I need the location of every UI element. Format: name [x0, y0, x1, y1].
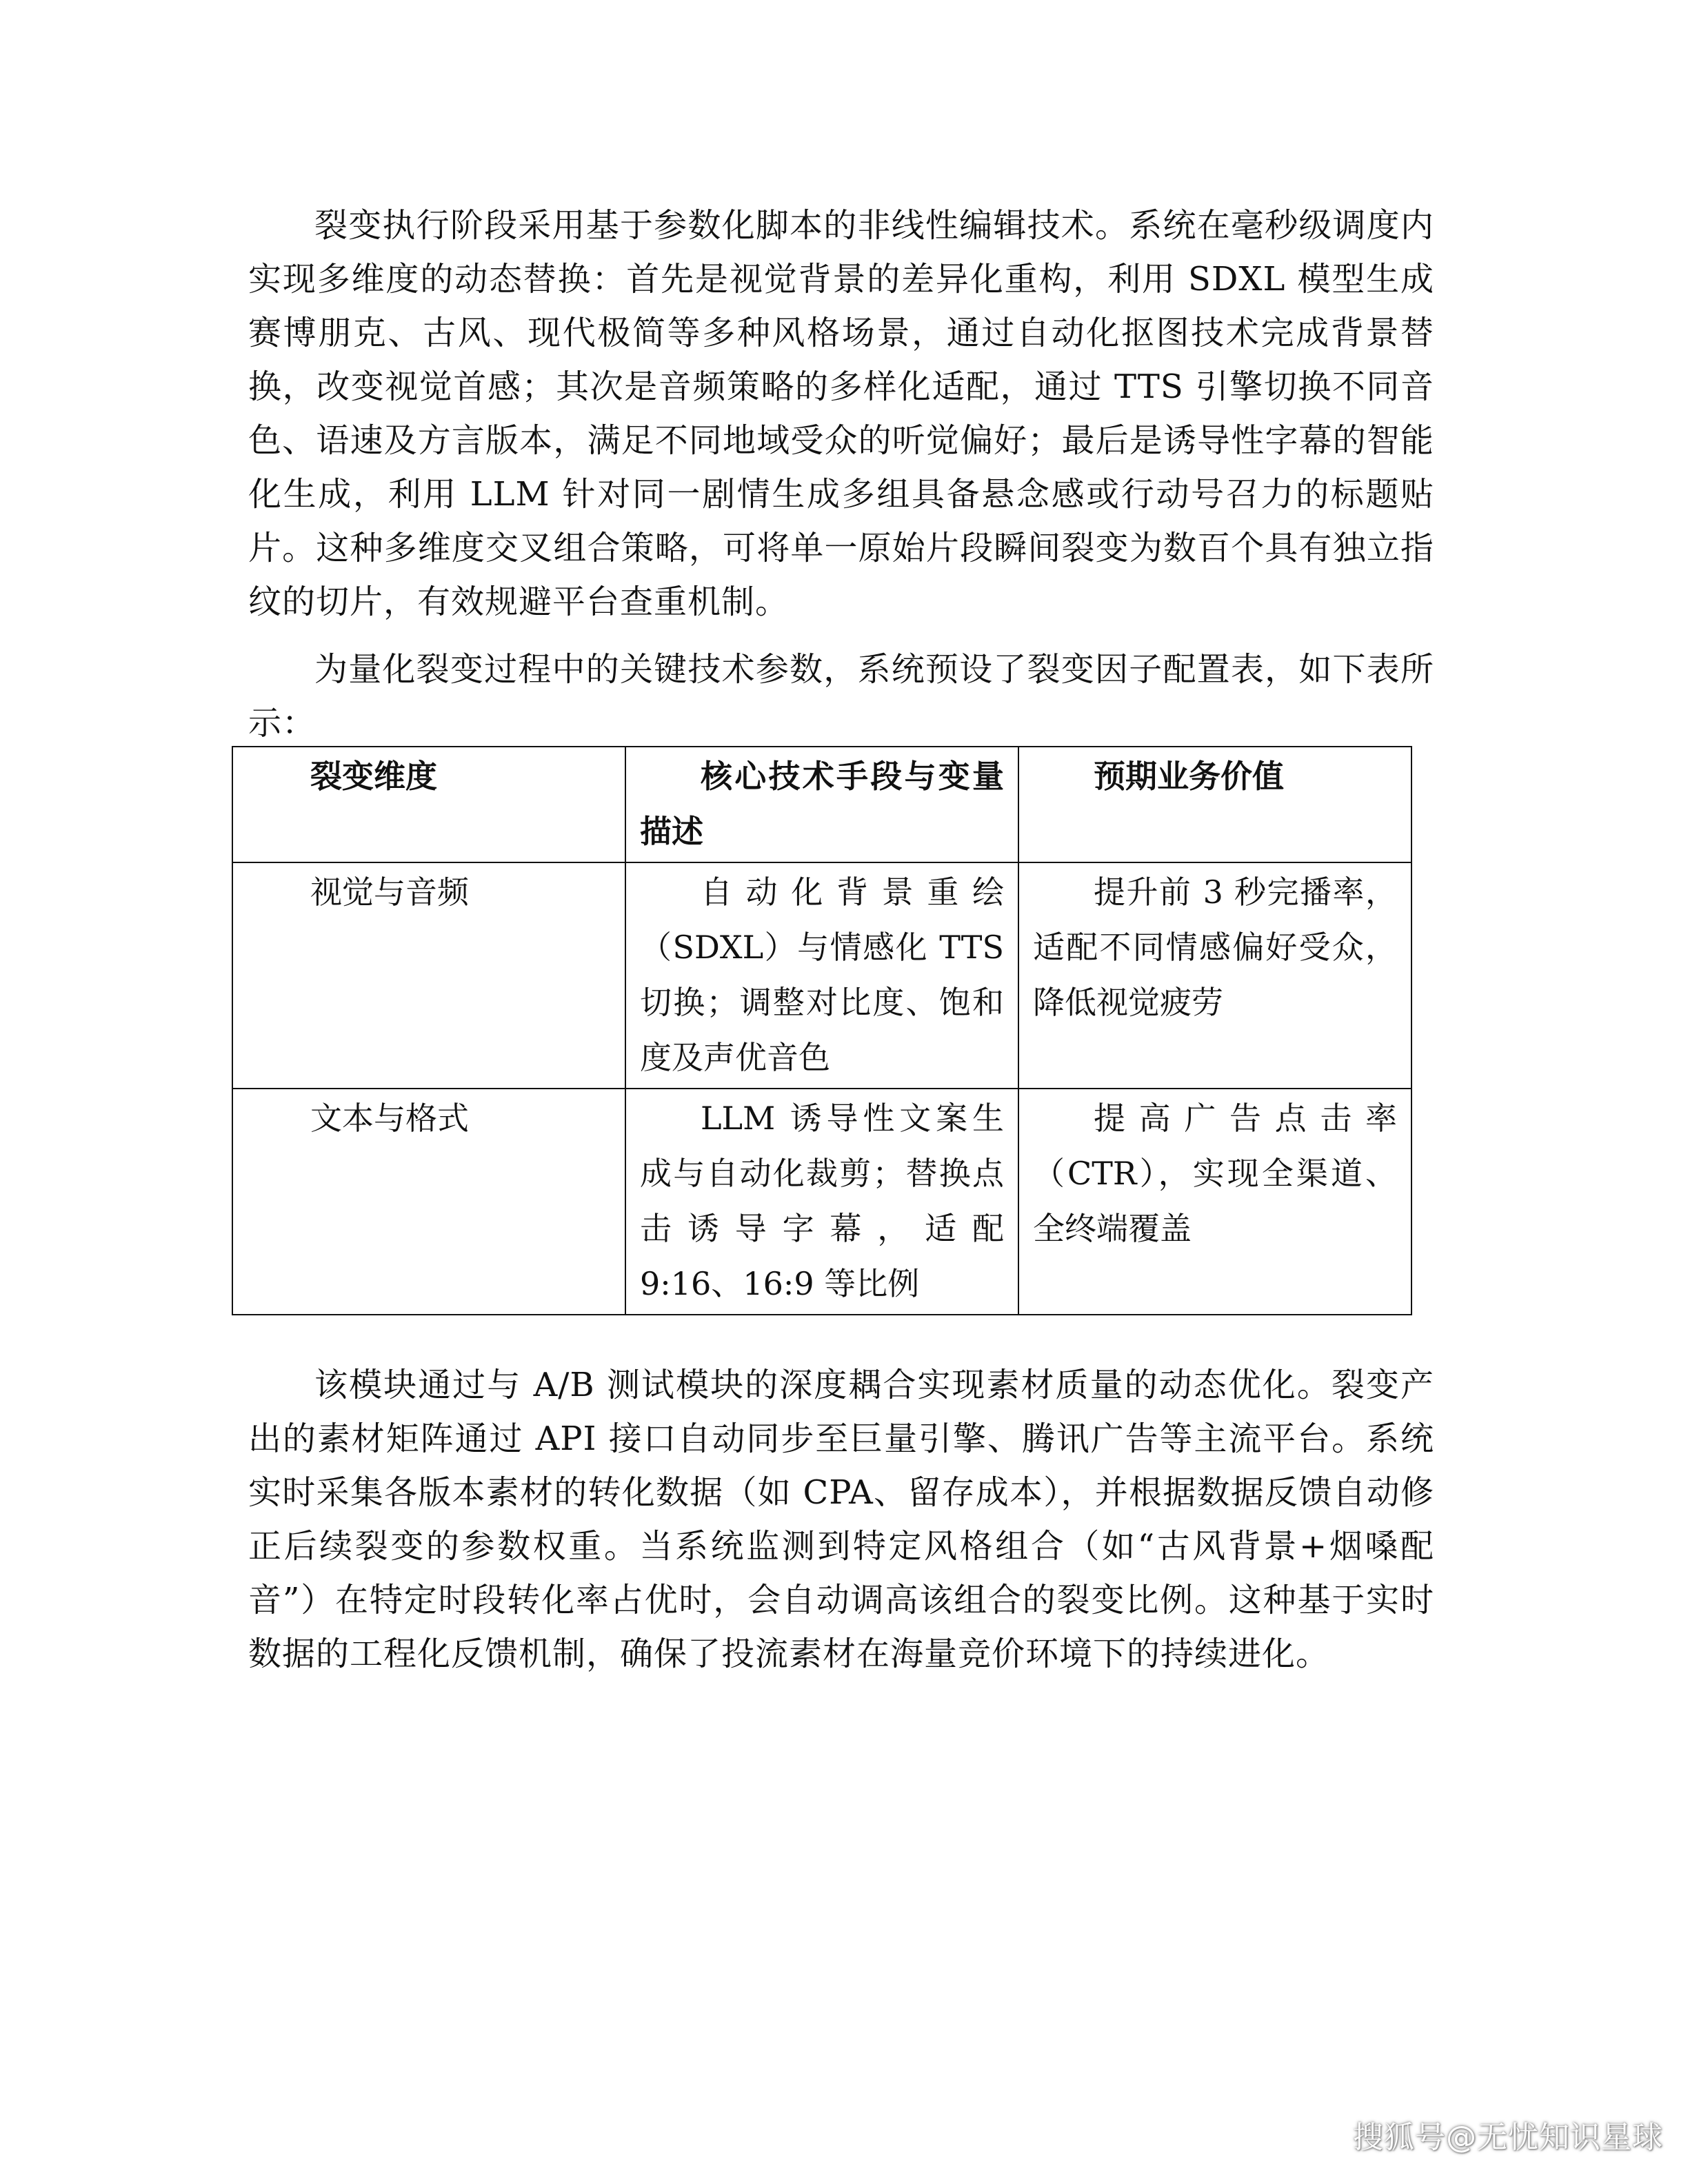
table-header-value: 预期业务价值: [1018, 747, 1411, 862]
fission-factor-table: [232, 746, 1412, 1315]
table-cell-value: 提升前 3 秒完播率，适配不同情感偏好受众，降低视觉疲劳: [1018, 862, 1411, 1089]
table-cell-technique: LLM 诱导性文案生成与自动化裁剪；替换点击诱导字幕，适配 9:16、16:9 等比例: [625, 1089, 1018, 1315]
table-header-dimension: 裂变维度: [232, 747, 625, 862]
table-cell-dimension: 文本与格式: [232, 1089, 625, 1315]
table-header-row: [232, 747, 1411, 862]
table-cell-value: 提高广告点击率（CTR），实现全渠道、全终端覆盖: [1018, 1089, 1411, 1315]
source-watermark: 搜狐号@无忧知识星球: [1353, 2120, 1663, 2155]
table-cell-technique: 自动化背景重绘（SDXL）与情感化 TTS 切换；调整对比度、饱和度及声优音色: [625, 862, 1018, 1089]
table-header-technique: 核心技术手段与变量描述: [625, 747, 1018, 862]
body-paragraph-ab-testing: 该模块通过与 A/B 测试模块的深度耦合实现素材质量的动态优化。裂变产出的素材矩阵通过 API 接口自动同步至巨量引擎、腾讯广告等主流平台。系统实时采集各版本素材的转化数据（如 CPA、留存成本），并根据数据反馈自动修正后续裂变的参数权重。当系统监测到特定风格组合（如“古风背景+烟嗓配音”）在特定时段转化率占优时，会自动调高该组合的裂变比例。这种基于实时数据的工程化反馈机制，确保了投流素材在海量竞价环境下的持续进化。: [248, 1366, 1434, 1673]
table-cell-dimension: 视觉与音频: [232, 862, 625, 1089]
body-paragraph-fission-execution: 裂变执行阶段采用基于参数化脚本的非线性编辑技术。系统在毫秒级调度内实现多维度的动态替换：首先是视觉背景的差异化重构，利用 SDXL 模型生成赛博朋克、古风、现代极简等多种风格场景，通过自动化抠图技术完成背景替换，改变视觉首感；其次是音频策略的多样化适配，通过 TTS 引擎切换不同音色、语速及方言版本，满足不同地域受众的听觉偏好；最后是诱导性字幕的智能化生成，利用 LLM 针对同一剧情生成多组具备悬念感或行动号召力的标题贴片。这种多维度交叉组合策略，可将单一原始片段瞬间裂变为数百个具有独立指纹的切片，有效规避平台查重机制。: [248, 206, 1434, 621]
table-row: [232, 862, 1411, 1089]
table-row: [232, 1089, 1411, 1315]
body-paragraph-table-intro: 为量化裂变过程中的关键技术参数，系统预设了裂变因子配置表，如下表所示：: [248, 650, 1434, 742]
